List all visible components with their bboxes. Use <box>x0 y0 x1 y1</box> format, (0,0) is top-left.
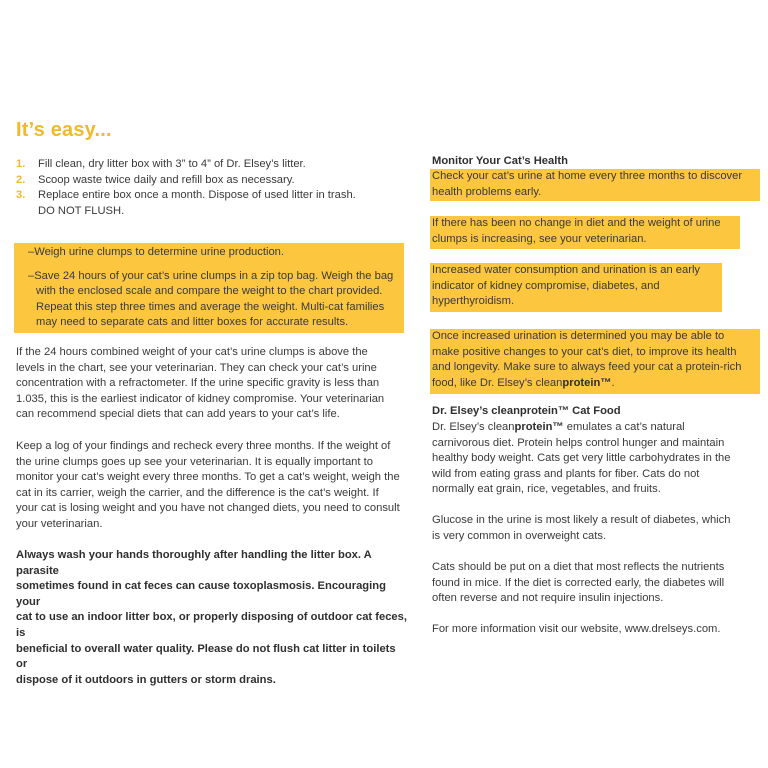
text-line: If there has been no change in diet and the weight of urine <box>432 217 721 229</box>
step-text: DO NOT FLUSH. <box>38 204 125 217</box>
highlight-box-weigh <box>14 243 404 333</box>
text-line: health problems early. <box>432 185 542 198</box>
box-line: may need to separate cats and litter boxes for accurate results. <box>36 316 349 329</box>
box-line: –Save 24 hours of your cat’s urine clumps in a zip top bag. Weigh the bag <box>28 269 394 282</box>
highlight-water-consumption <box>430 263 722 312</box>
step-text: Fill clean, dry litter box with 3” to 4” of Dr. Elsey’s litter. <box>38 158 306 170</box>
cleanprotein-subtitle <box>432 404 621 420</box>
step-number: 1. <box>16 158 26 170</box>
monitor-health-title: Monitor Your Cat’s Health <box>432 155 568 167</box>
text-line: clumps is increasing, see your veterinarian. <box>432 232 647 245</box>
text-line: your veterinarian. <box>16 517 103 530</box>
text-line: If the 24 hours combined weight of your cat’s urine clumps is above the <box>16 346 368 358</box>
text-span: . <box>611 376 615 389</box>
text-line: levels in the chart, see your veterinarian. They can check your cat’s urine <box>16 361 377 374</box>
step-number: 3. <box>16 189 26 202</box>
text-line: indicator of kidney compromise, diabetes, and <box>432 279 660 292</box>
step-1 <box>16 157 406 173</box>
instruction-steps <box>16 157 406 219</box>
highlight-no-change <box>430 216 740 249</box>
highlight-check-urine <box>430 169 760 201</box>
text-line: sometimes found in cat feces can cause toxoplasmosis. Encouraging your <box>16 580 386 608</box>
text-line: the urine clumps goes up see your veterinarian. It is equally important to <box>16 455 373 468</box>
box-paragraph <box>28 269 396 331</box>
step-3 <box>16 188 406 219</box>
text-line: is very common in overweight cats. <box>432 529 607 542</box>
text-line <box>432 376 758 392</box>
text-span: Dr. Elsey’s clean <box>432 421 515 433</box>
text-line: Cats should be put on a diet that most reflects the nutrients <box>432 561 725 573</box>
text-line: monitor your cat’s weight every three months. To get a cat’s weight, weigh the <box>16 471 400 484</box>
step-number: 2. <box>16 173 26 186</box>
text-span: food, like Dr. Elsey’s clean <box>432 376 563 389</box>
section-heading: It’s easy... <box>16 119 112 141</box>
text-line: Once increased urination is determined you may be able to <box>432 330 725 342</box>
text-line: dispose of it outdoors in gutters or storm drains. <box>16 673 276 686</box>
text-line: your cat is losing weight and you have not changed diets, you need to consult <box>16 502 400 515</box>
text-line: Always wash your hands thoroughly after handling the litter box. A parasite <box>16 549 372 577</box>
brand-bold: protein™ <box>514 421 564 433</box>
text-line: carnivorous diet. Protein helps control hunger and maintain <box>432 436 725 449</box>
text-span: cleanprotein™ Cat Food <box>491 405 621 417</box>
paragraph-24-hours <box>16 345 408 423</box>
text-line: hyperthyroidism. <box>432 295 515 308</box>
highlight-increased-urination <box>430 329 760 394</box>
box-line: Repeat this step three times and average the weight. Multi-cat families <box>36 300 385 313</box>
paragraph-cleanprotein <box>432 420 762 498</box>
paragraph-keep-log <box>16 439 408 533</box>
text-line: cat to use an indoor litter box, or properly disposing of outdoor cat feces, is <box>16 611 407 639</box>
text-line: beneficial to overall water quality. Please do not flush cat litter in toilets or <box>16 642 396 671</box>
text-line: Keep a log of your findings and recheck every three months. If the weight of <box>16 440 391 452</box>
text-span: emulates a cat’s natural <box>563 421 685 433</box>
text-line: found in mice. If the diet is corrected early, the diabetes will <box>432 576 725 589</box>
box-line: with the enclosed scale and compare the weight to the chart provided. <box>36 285 383 298</box>
step-text: Replace entire box once a month. Dispose of used litter in trash. <box>38 189 356 202</box>
text-line: wild from eating grass and plants for fiber. Cats do not <box>432 467 700 480</box>
text-line: Glucose in the urine is most likely a result of diabetes, which <box>432 514 731 526</box>
text-line <box>432 420 762 436</box>
paragraph-glucose <box>432 513 762 544</box>
step-2 <box>16 173 406 189</box>
more-info-line: For more information visit our website, www.drelseys.com. <box>432 623 721 635</box>
text-line: Check your cat’s urine at home every three months to discover <box>432 170 743 182</box>
text-line: and longevity. Make sure to always feed your cat a protein-rich <box>432 361 742 374</box>
paragraph-wash-hands <box>16 548 408 688</box>
text-line: can recommend special diets that can add years to your cat’s life. <box>16 408 340 421</box>
text-span: Dr. Elsey’s <box>432 405 492 417</box>
paragraph-diet <box>432 560 762 607</box>
text-line: normally eat grain, rice, vegetables, and fruits. <box>432 483 661 496</box>
step-text: Scoop waste twice daily and refill box as necessary. <box>38 173 295 186</box>
brand-bold: protein™ <box>562 376 612 389</box>
text-line: 1.035, this is the earliest indicator of kidney compromise. Your veterinarian <box>16 392 385 405</box>
text-line: healthy body weight. Cats get very little carbohydrates in the <box>432 452 731 465</box>
text-line: Increased water consumption and urination is an early <box>432 264 701 276</box>
text-line: cat in its carrier, weigh the carrier, and the difference is the cat’s weight. If <box>16 486 379 499</box>
text-line: often reverse and not require insulin injections. <box>432 592 664 605</box>
box-line: –Weigh urine clumps to determine urine production. <box>28 246 285 258</box>
text-line: make positive changes to your cat’s diet, to improve its health <box>432 345 737 358</box>
text-line: concentration with a refractometer. If the urine specific gravity is less than <box>16 377 380 390</box>
